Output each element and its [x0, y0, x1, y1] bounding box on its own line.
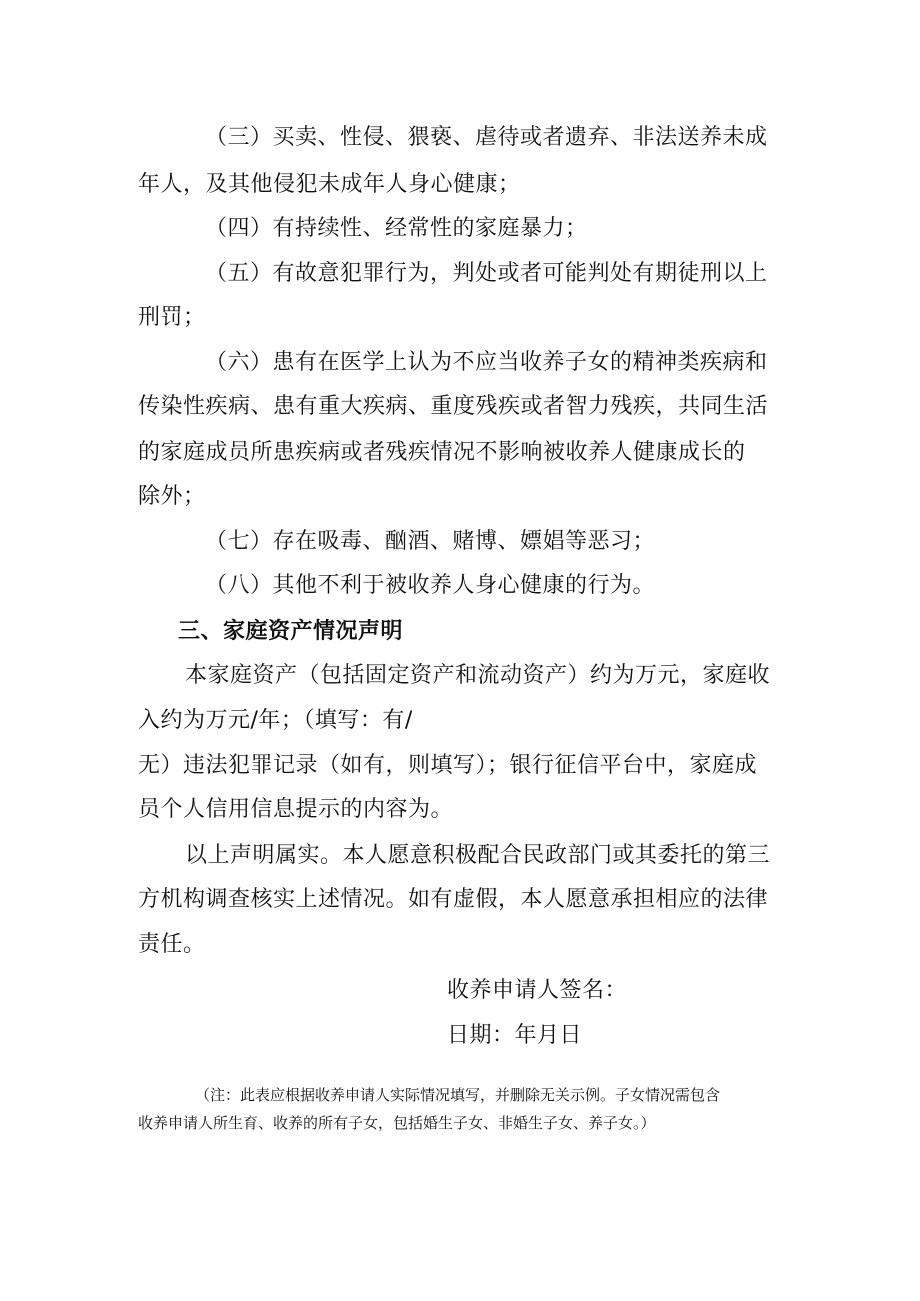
section-3-line-3: 无）违法犯罪记录（如有，则填写）；银行征信平台中，家庭成	[138, 753, 758, 778]
item-5-line-2: 刑罚；	[138, 305, 206, 330]
declaration-line-3: 责任。	[138, 932, 206, 957]
note-line-1: （注：此表应根据收养申请人实际情况填写，并删除无关示例。子女情况需包含	[195, 1086, 721, 1104]
item-4: （四）有持续性、经常性的家庭暴力；	[205, 216, 588, 241]
declaration-line-2: 方机构调查核实上述情况。如有虚假，本人愿意承担相应的法律	[138, 887, 769, 912]
item-5-line-1: （五）有故意犯罪行为，判处或者可能判处有期徒刑以上	[205, 261, 768, 286]
item-3-line-2: 年人，及其他侵犯未成年人身心健康；	[138, 172, 521, 197]
section-3-line-1: 本家庭资产（包括固定资产和流动资产）约为万元，家庭收	[185, 663, 771, 688]
note-line-2: 收养申请人所生育、收养的所有子女，包括婚生子女、非婚生子女、养子女。）	[138, 1114, 656, 1132]
date-label: 日期：年月日	[447, 1023, 583, 1048]
item-6-line-4: 除外；	[138, 484, 206, 509]
item-3-line-1: （三）买卖、性侵、猥亵、虐待或者遗弃、非法送养未成	[205, 125, 768, 150]
item-8: （八）其他不利于被收养人身心健康的行为。	[205, 573, 656, 598]
item-7: （七）存在吸毒、酗酒、赌博、嫖娼等恶习；	[205, 529, 656, 554]
declaration-line-1: 以上声明属实。本人愿意积极配合民政部门或其委托的第三	[185, 843, 771, 868]
section-3-heading: 三、家庭资产情况声明	[178, 619, 404, 644]
section-3-line-4: 员个人信用信息提示的内容为。	[138, 797, 454, 822]
item-6-line-2: 传染性疾病、患有重大疾病、重度残疾或者智力残疾，共同生活	[138, 394, 769, 419]
item-6-line-1: （六）患有在医学上认为不应当收养子女的精神类疾病和	[205, 350, 768, 375]
section-3-line-2: 入约为万元/年；（填写：有/	[138, 708, 413, 733]
signature-label: 收养申请人签名：	[447, 978, 628, 1003]
item-6-line-3: 的家庭成员所患疾病或者残疾情况不影响被收养人健康成长的	[138, 440, 746, 465]
